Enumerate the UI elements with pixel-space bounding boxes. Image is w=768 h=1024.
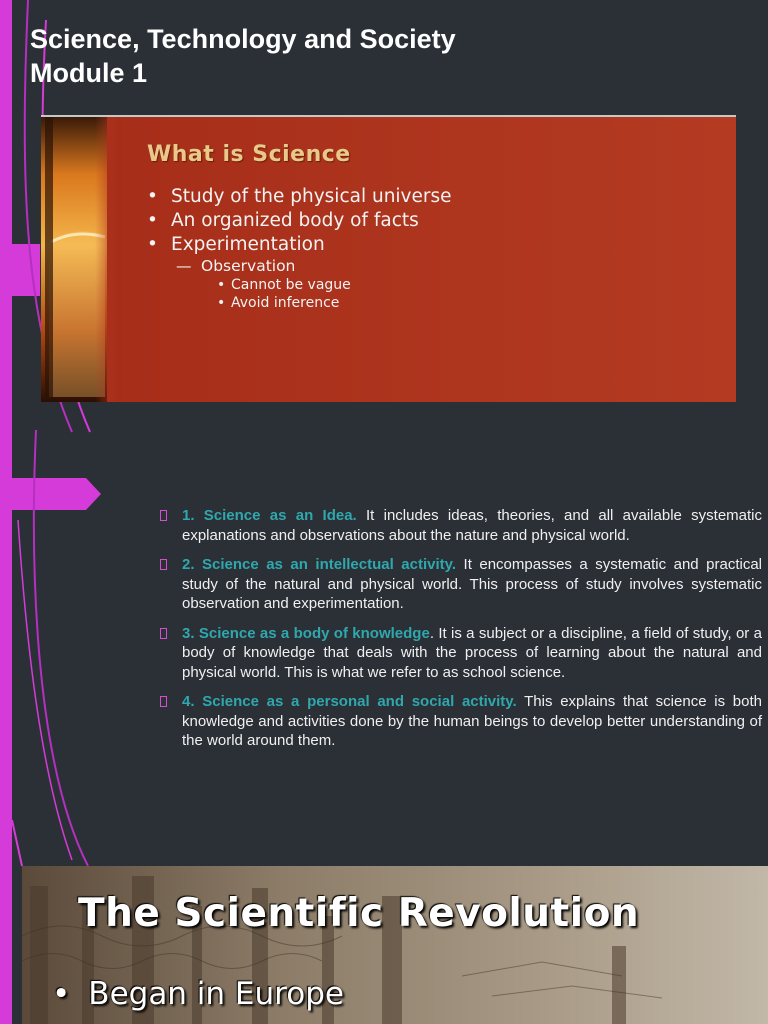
slide-bullet-text: Began in Europe bbox=[88, 976, 344, 1012]
accent-tab-upper bbox=[12, 244, 40, 296]
bullet-dot: • bbox=[52, 976, 71, 1012]
theme-curve-5 bbox=[12, 820, 22, 866]
page-title bbox=[30, 22, 456, 90]
definition-term: 4. Science as a personal and social activity. bbox=[182, 693, 517, 710]
slide-what-is-science bbox=[41, 115, 736, 402]
definition-paragraph bbox=[182, 624, 762, 683]
left-accent-bar bbox=[0, 0, 12, 1024]
bullet-marker-icon bbox=[160, 628, 167, 639]
list-item bbox=[160, 555, 762, 614]
page-title-line-2: Module 1 bbox=[30, 58, 148, 88]
definition-term: 3. Science as a body of knowledge bbox=[182, 624, 430, 642]
slide-title: What is Science bbox=[147, 142, 351, 167]
definition-text: This explains that science is both knowledge and activities done by the human beings to develop better understanding of the world around them. bbox=[182, 693, 762, 749]
slide-bullet: • An organized body of facts bbox=[145, 209, 452, 233]
bullet-marker-icon bbox=[160, 696, 167, 707]
definition-paragraph bbox=[182, 692, 762, 751]
slide-sub-sub-bullet: • Avoid inference bbox=[145, 294, 452, 312]
science-definitions-list bbox=[160, 506, 762, 761]
bullet-marker-icon bbox=[160, 510, 167, 521]
definition-paragraph bbox=[182, 555, 762, 614]
definition-term: 2. Science as an intellectual activity. bbox=[182, 556, 457, 573]
slide-title: The Scientific Revolution bbox=[78, 891, 640, 936]
bullet-marker-icon bbox=[160, 559, 167, 570]
definition-text: It includes ideas, theories, and all available systematic explanations and observations about the nature and physical world. bbox=[182, 507, 762, 544]
definition-paragraph bbox=[182, 506, 762, 545]
slide-bullet bbox=[52, 976, 344, 1012]
slide-bullet-list bbox=[145, 185, 452, 312]
definition-text: . It is a subject or a discipline, a field of study, or a body of knowledge that deals with the process of learning about the natural and physical world. This is what we refer to as school science. bbox=[182, 624, 762, 681]
slide-sub-bullet: — Observation bbox=[145, 257, 452, 276]
list-item bbox=[160, 624, 762, 683]
slide-bullet: • Experimentation bbox=[145, 233, 452, 257]
page-title-line-1: Science, Technology and Society bbox=[30, 24, 456, 54]
slide-bullet: • Study of the physical universe bbox=[145, 185, 452, 209]
definition-term: 1. Science as an Idea. bbox=[182, 507, 357, 524]
slide-sub-sub-bullet: • Cannot be vague bbox=[145, 276, 452, 294]
list-item bbox=[160, 506, 762, 545]
list-item bbox=[160, 692, 762, 751]
slide-scientific-revolution bbox=[22, 866, 768, 1024]
theme-curve-4 bbox=[18, 520, 72, 860]
accent-arrow-tab bbox=[12, 478, 101, 510]
definition-text: It encompasses a systematic and practical study of the natural and physical world. This process of study involves systematic observation and experimentation. bbox=[182, 556, 763, 612]
